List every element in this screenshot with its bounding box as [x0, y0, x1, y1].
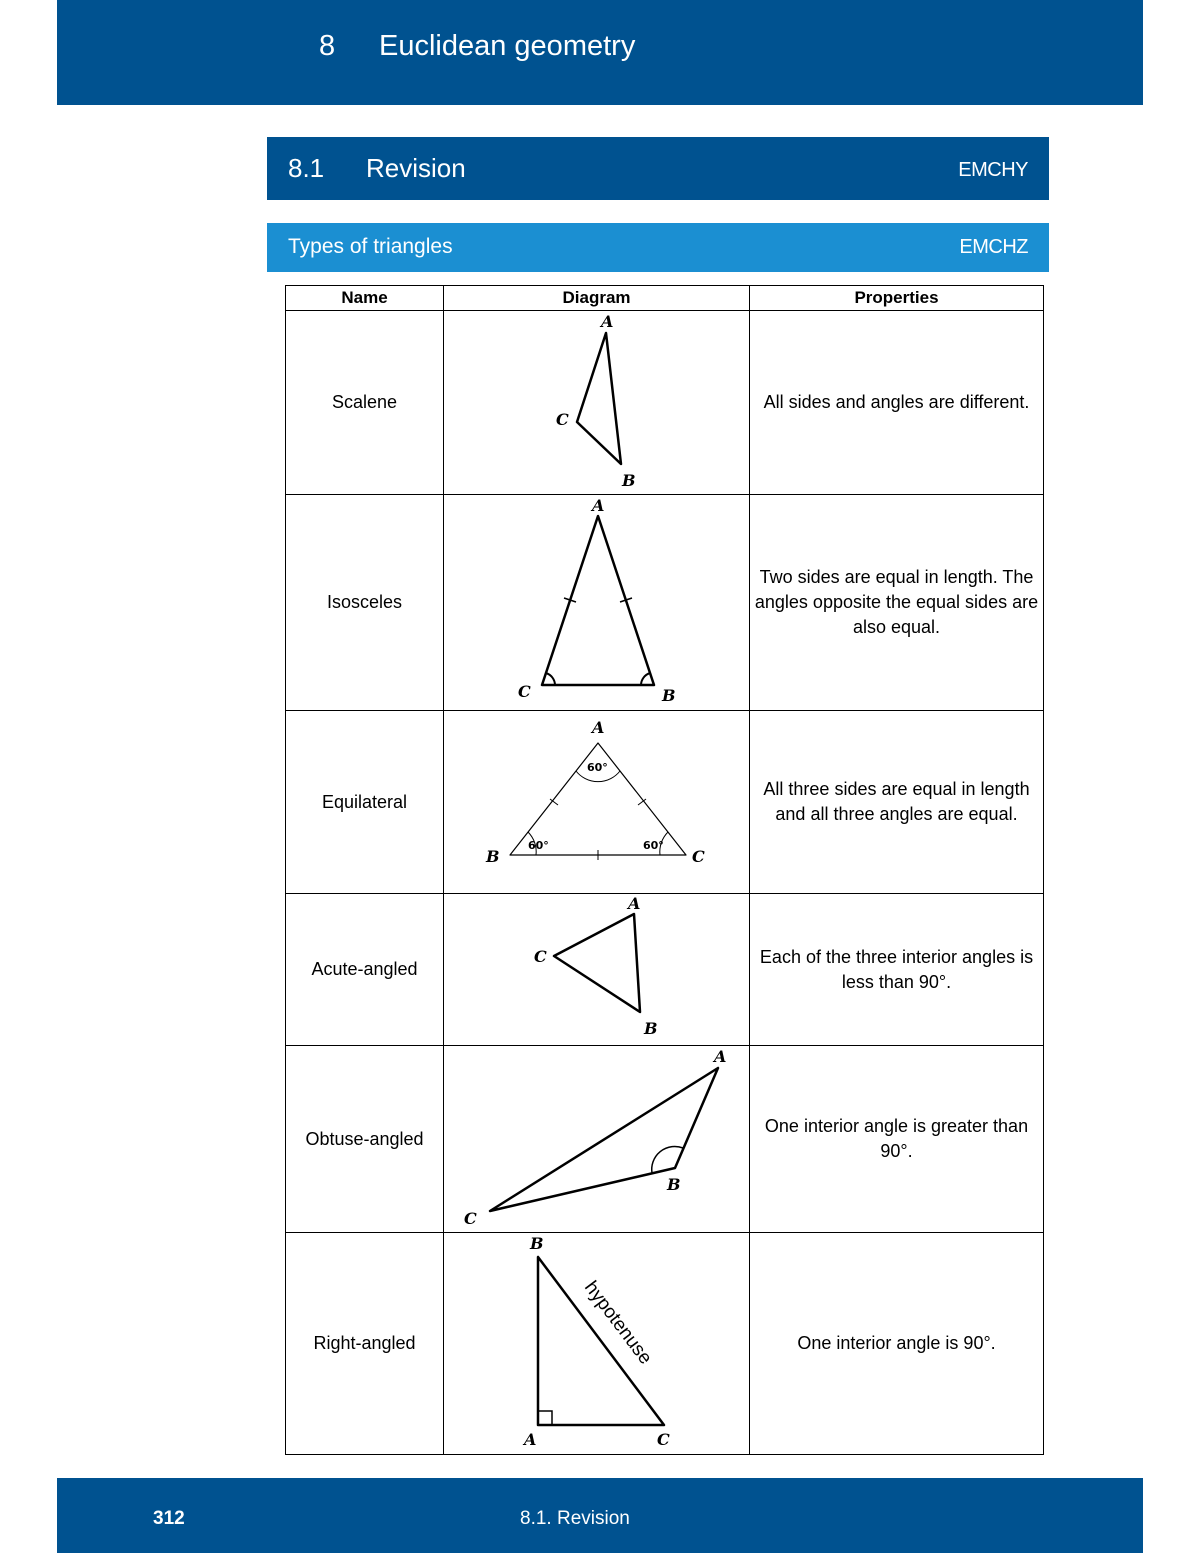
- chapter-number: 8: [319, 30, 336, 62]
- vertex-label-b: B: [530, 1234, 544, 1253]
- table-row: [286, 1046, 1044, 1233]
- row-name: Acute-angled: [286, 894, 444, 1046]
- vertex-label-c: C: [534, 947, 547, 966]
- vertex-label-a: A: [601, 312, 614, 331]
- vertex-label-a: A: [592, 496, 605, 515]
- obtuse-triangle-diagram: [444, 1046, 750, 1232]
- angle-label-c: 60°: [643, 839, 664, 852]
- table-row: [286, 1233, 1044, 1455]
- row-properties: All sides and angles are different.: [750, 311, 1044, 495]
- chapter-header-banner: [57, 0, 1143, 105]
- vertex-label-c: C: [464, 1209, 477, 1228]
- angle-label-b: 60°: [528, 839, 549, 852]
- vertex-label-a: A: [524, 1430, 537, 1449]
- row-properties: One interior angle is 90°.: [750, 1233, 1044, 1455]
- header-name: Name: [286, 286, 444, 311]
- table-row: [286, 711, 1044, 894]
- subsection-heading-bar: [267, 223, 1049, 272]
- row-diagram: [444, 711, 750, 894]
- section-heading-bar: [267, 137, 1049, 200]
- table-row: [286, 495, 1044, 711]
- vertex-label-b: B: [644, 1019, 658, 1038]
- vertex-label-c: C: [692, 847, 705, 866]
- right-angle-marker: [538, 1411, 552, 1425]
- row-name: Isosceles: [286, 495, 444, 711]
- scalene-triangle-diagram: [444, 311, 750, 494]
- vertex-label-b: B: [486, 847, 500, 866]
- row-diagram: [444, 894, 750, 1046]
- equilateral-triangle-diagram: [444, 711, 750, 893]
- footer-section-title: 8.1. Revision: [520, 1508, 630, 1529]
- angle-arc: [546, 673, 555, 685]
- chapter-title: Euclidean geometry: [379, 30, 636, 62]
- hypotenuse-label: hypotenuse: [580, 1277, 656, 1369]
- header-properties: Properties: [750, 286, 1044, 311]
- angle-label-a: 60°: [587, 761, 608, 774]
- table-row: [286, 894, 1044, 1046]
- row-diagram: [444, 495, 750, 711]
- triangle-shape: [542, 516, 654, 685]
- vertex-label-b: B: [667, 1175, 681, 1194]
- vertex-label-b: B: [662, 686, 676, 705]
- triangle-shape: [490, 1068, 718, 1211]
- page-number: 312: [153, 1508, 185, 1529]
- acute-triangle-diagram: [444, 894, 750, 1045]
- row-properties: All three sides are equal in length and all three angles are equal.: [750, 711, 1044, 894]
- vertex-label-b: B: [622, 471, 636, 490]
- row-name: Obtuse-angled: [286, 1046, 444, 1233]
- table-row: [286, 311, 1044, 495]
- row-name: Scalene: [286, 311, 444, 495]
- vertex-label-c: C: [556, 410, 569, 429]
- right-triangle-diagram: [444, 1233, 750, 1454]
- vertex-label-c: C: [657, 1430, 670, 1449]
- row-properties: One interior angle is greater than 90°.: [750, 1046, 1044, 1233]
- triangle-shape: [554, 914, 640, 1012]
- vertex-label-a: A: [628, 894, 641, 913]
- row-name: Right-angled: [286, 1233, 444, 1455]
- triangle-types-table: [285, 285, 1044, 1455]
- page-footer-banner: [57, 1478, 1143, 1553]
- vertex-label-a: A: [714, 1047, 727, 1066]
- angle-arc: [641, 673, 650, 685]
- subsection-title: Types of triangles: [288, 235, 453, 258]
- header-diagram: Diagram: [444, 286, 750, 311]
- triangle-shape: [577, 333, 621, 464]
- row-name: Equilateral: [286, 711, 444, 894]
- vertex-label-a: A: [592, 718, 605, 737]
- row-diagram: [444, 1233, 750, 1455]
- table-header-row: [286, 286, 1044, 311]
- section-code: EMCHY: [958, 159, 1028, 181]
- row-diagram: [444, 311, 750, 495]
- section-number: 8.1: [288, 153, 325, 183]
- subsection-code: EMCHZ: [959, 236, 1028, 258]
- row-properties: Two sides are equal in length. The angles opposite the equal sides are also equal.: [750, 495, 1044, 711]
- row-properties: Each of the three interior angles is less than 90°.: [750, 894, 1044, 1046]
- vertex-label-c: C: [518, 682, 531, 701]
- isosceles-triangle-diagram: [444, 495, 750, 710]
- row-diagram: [444, 1046, 750, 1233]
- section-title: Revision: [366, 153, 466, 183]
